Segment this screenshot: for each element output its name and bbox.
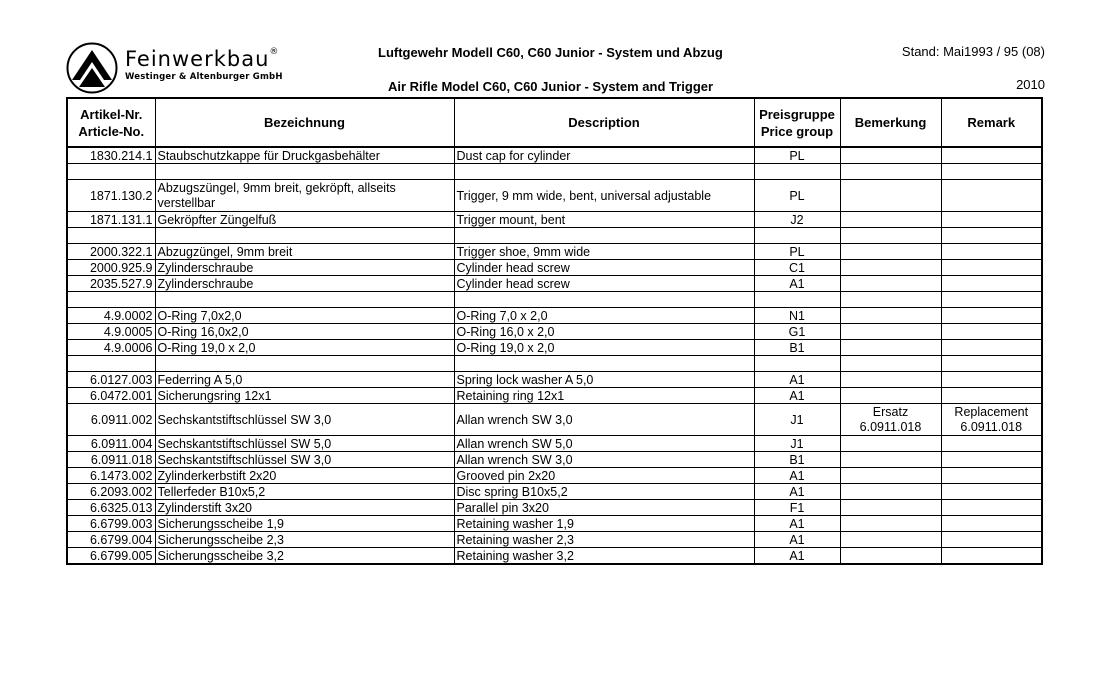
cell-remark <box>941 260 1042 276</box>
table-row <box>67 308 1042 324</box>
cell-price-group: A1 <box>754 276 840 292</box>
table-row <box>67 340 1042 356</box>
cell-article-no: 6.6799.003 <box>67 516 155 532</box>
cell-article-no: 4.9.0006 <box>67 340 155 356</box>
cell-bezeichnung: Sicherungsring 12x1 <box>155 388 454 404</box>
cell-bezeichnung <box>155 228 454 244</box>
cell-remark <box>941 228 1042 244</box>
cell-article-no <box>67 356 155 372</box>
cell-article-no: 4.9.0005 <box>67 324 155 340</box>
cell-bezeichnung: Sicherungsscheibe 2,3 <box>155 532 454 548</box>
cell-article-no: 1830.214.1 <box>67 147 155 164</box>
cell-description: O-Ring 16,0 x 2,0 <box>454 324 754 340</box>
cell-bemerkung <box>840 228 941 244</box>
cell-article-no: 6.0911.002 <box>67 404 155 436</box>
cell-price-group: A1 <box>754 468 840 484</box>
cell-bezeichnung: Gekröpfter Züngelfuß <box>155 212 454 228</box>
cell-price-group <box>754 164 840 180</box>
cell-bezeichnung: Staubschutzkappe für Druckgasbehälter <box>155 147 454 164</box>
cell-remark <box>941 164 1042 180</box>
table-row <box>67 436 1042 452</box>
cell-price-group: J2 <box>754 212 840 228</box>
cell-price-group: A1 <box>754 548 840 565</box>
document-year: 2010 <box>1016 77 1045 92</box>
cell-bezeichnung: O-Ring 16,0x2,0 <box>155 324 454 340</box>
col-price-group: Preisgruppe Price group <box>754 98 840 147</box>
cell-remark <box>941 244 1042 260</box>
cell-bezeichnung <box>155 164 454 180</box>
cell-description: Retaining washer 3,2 <box>454 548 754 565</box>
cell-bezeichnung <box>155 356 454 372</box>
cell-description: Dust cap for cylinder <box>454 147 754 164</box>
cell-bemerkung <box>840 308 941 324</box>
cell-bemerkung <box>840 276 941 292</box>
col-bemerkung: Bemerkung <box>840 98 941 147</box>
cell-bezeichnung: Abzugzüngel, 9mm breit <box>155 244 454 260</box>
cell-description: Retaining ring 12x1 <box>454 388 754 404</box>
cell-price-group: A1 <box>754 484 840 500</box>
cell-article-no: 2035.527.9 <box>67 276 155 292</box>
cell-bemerkung <box>840 436 941 452</box>
cell-article-no: 6.0911.018 <box>67 452 155 468</box>
table-row <box>67 516 1042 532</box>
cell-bezeichnung: Sechskantstiftschlüssel SW 3,0 <box>155 404 454 436</box>
cell-bemerkung <box>840 516 941 532</box>
table-row <box>67 276 1042 292</box>
cell-description: Allan wrench SW 5,0 <box>454 436 754 452</box>
table-header-row <box>67 98 1042 147</box>
cell-bezeichnung: Zylinderschraube <box>155 276 454 292</box>
cell-bezeichnung: Zylinderschraube <box>155 260 454 276</box>
cell-description: O-Ring 19,0 x 2,0 <box>454 340 754 356</box>
cell-price-group: J1 <box>754 404 840 436</box>
cell-remark <box>941 324 1042 340</box>
cell-bezeichnung: Sicherungsscheibe 1,9 <box>155 516 454 532</box>
cell-remark <box>941 436 1042 452</box>
cell-bemerkung <box>840 532 941 548</box>
cell-description <box>454 292 754 308</box>
cell-price-group <box>754 356 840 372</box>
cell-bemerkung <box>840 340 941 356</box>
table-row <box>67 147 1042 164</box>
cell-price-group: A1 <box>754 388 840 404</box>
cell-price-group: J1 <box>754 436 840 452</box>
cell-bemerkung <box>840 548 941 565</box>
cell-article-no <box>67 164 155 180</box>
cell-article-no: 6.6799.004 <box>67 532 155 548</box>
cell-article-no: 4.9.0002 <box>67 308 155 324</box>
col-description: Description <box>454 98 754 147</box>
cell-description: Retaining washer 2,3 <box>454 532 754 548</box>
title-english: Air Rifle Model C60, C60 Junior - System and Trigger <box>388 79 714 94</box>
cell-bemerkung <box>840 260 941 276</box>
cell-description: O-Ring 7,0 x 2,0 <box>454 308 754 324</box>
cell-bemerkung <box>840 180 941 212</box>
cell-remark <box>941 484 1042 500</box>
cell-bezeichnung: Zylinderkerbstift 2x20 <box>155 468 454 484</box>
cell-remark <box>941 372 1042 388</box>
cell-bemerkung <box>840 452 941 468</box>
table-row <box>67 180 1042 212</box>
cell-bezeichnung: O-Ring 19,0 x 2,0 <box>155 340 454 356</box>
cell-description: Allan wrench SW 3,0 <box>454 452 754 468</box>
col-article-no: Artikel-Nr. Article-No. <box>67 98 155 147</box>
cell-price-group: B1 <box>754 452 840 468</box>
cell-remark <box>941 147 1042 164</box>
cell-article-no: 6.0911.004 <box>67 436 155 452</box>
cell-article-no <box>67 228 155 244</box>
cell-description: Disc spring B10x5,2 <box>454 484 754 500</box>
cell-price-group: PL <box>754 244 840 260</box>
cell-price-group: A1 <box>754 532 840 548</box>
table-body <box>67 147 1042 564</box>
table-row <box>67 388 1042 404</box>
table-row <box>67 212 1042 228</box>
brand-name: Feinwerkbau® <box>125 47 280 71</box>
cell-description <box>454 356 754 372</box>
cell-remark <box>941 468 1042 484</box>
cell-bemerkung <box>840 388 941 404</box>
cell-article-no: 6.2093.002 <box>67 484 155 500</box>
cell-remark <box>941 532 1042 548</box>
cell-description <box>454 164 754 180</box>
cell-price-group: A1 <box>754 372 840 388</box>
cell-price-group: F1 <box>754 500 840 516</box>
cell-article-no: 6.6325.013 <box>67 500 155 516</box>
cell-description: Retaining washer 1,9 <box>454 516 754 532</box>
cell-bemerkung <box>840 212 941 228</box>
cell-description: Trigger shoe, 9mm wide <box>454 244 754 260</box>
cell-remark: Replacement 6.0911.018 <box>941 404 1042 436</box>
table-row <box>67 228 1042 244</box>
brand-logo <box>66 42 326 94</box>
col-bezeichnung: Bezeichnung <box>155 98 454 147</box>
cell-bemerkung <box>840 164 941 180</box>
cell-bemerkung <box>840 324 941 340</box>
cell-bemerkung <box>840 147 941 164</box>
table-row <box>67 372 1042 388</box>
cell-remark <box>941 356 1042 372</box>
cell-price-group: B1 <box>754 340 840 356</box>
cell-price-group: N1 <box>754 308 840 324</box>
cell-bezeichnung: Sicherungsscheibe 3,2 <box>155 548 454 565</box>
table-row <box>67 548 1042 565</box>
cell-bezeichnung: Abzugszüngel, 9mm breit, gekröpft, allseits verstellbar <box>155 180 454 212</box>
cell-description: Trigger, 9 mm wide, bent, universal adjustable <box>454 180 754 212</box>
table-row <box>67 500 1042 516</box>
cell-price-group: G1 <box>754 324 840 340</box>
cell-price-group: PL <box>754 147 840 164</box>
table-row <box>67 532 1042 548</box>
cell-article-no: 6.6799.005 <box>67 548 155 565</box>
table-row <box>67 356 1042 372</box>
col-remark: Remark <box>941 98 1042 147</box>
cell-bemerkung <box>840 244 941 260</box>
document-status: Stand: Mai1993 / 95 (08) <box>901 44 1045 59</box>
table-row <box>67 452 1042 468</box>
cell-article-no: 1871.130.2 <box>67 180 155 212</box>
cell-article-no <box>67 292 155 308</box>
table-row <box>67 468 1042 484</box>
cell-bemerkung <box>840 292 941 308</box>
table-row <box>67 244 1042 260</box>
cell-remark <box>941 452 1042 468</box>
table-row <box>67 260 1042 276</box>
cell-remark <box>941 340 1042 356</box>
cell-article-no: 6.0472.001 <box>67 388 155 404</box>
cell-description: Allan wrench SW 3,0 <box>454 404 754 436</box>
cell-price-group: C1 <box>754 260 840 276</box>
cell-description: Trigger mount, bent <box>454 212 754 228</box>
cell-remark <box>941 548 1042 565</box>
cell-description: Parallel pin 3x20 <box>454 500 754 516</box>
cell-price-group: A1 <box>754 516 840 532</box>
cell-description: Spring lock washer A 5,0 <box>454 372 754 388</box>
cell-bezeichnung: Tellerfeder B10x5,2 <box>155 484 454 500</box>
cell-remark <box>941 292 1042 308</box>
table-row <box>67 292 1042 308</box>
cell-remark <box>941 276 1042 292</box>
cell-bezeichnung: Zylinderstift 3x20 <box>155 500 454 516</box>
cell-bemerkung: Ersatz 6.0911.018 <box>840 404 941 436</box>
brand-subtitle: Westinger & Altenburger GmbH <box>125 72 283 82</box>
cell-bemerkung <box>840 500 941 516</box>
cell-bemerkung <box>840 468 941 484</box>
cell-article-no: 2000.925.9 <box>67 260 155 276</box>
cell-price-group <box>754 228 840 244</box>
cell-article-no: 2000.322.1 <box>67 244 155 260</box>
cell-description: Grooved pin 2x20 <box>454 468 754 484</box>
cell-remark <box>941 180 1042 212</box>
cell-bemerkung <box>840 484 941 500</box>
cell-description: Cylinder head screw <box>454 260 754 276</box>
parts-table <box>66 97 1043 565</box>
cell-bezeichnung: O-Ring 7,0x2,0 <box>155 308 454 324</box>
cell-bezeichnung: Sechskantstiftschlüssel SW 3,0 <box>155 452 454 468</box>
title-german: Luftgewehr Modell C60, C60 Junior - System und Abzug <box>378 45 723 60</box>
cell-price-group <box>754 292 840 308</box>
cell-remark <box>941 388 1042 404</box>
table-row <box>67 404 1042 436</box>
cell-article-no: 6.1473.002 <box>67 468 155 484</box>
table-row <box>67 164 1042 180</box>
cell-remark <box>941 308 1042 324</box>
cell-bezeichnung <box>155 292 454 308</box>
table-row <box>67 324 1042 340</box>
cell-remark <box>941 516 1042 532</box>
cell-bemerkung <box>840 356 941 372</box>
cell-article-no: 1871.131.1 <box>67 212 155 228</box>
cell-bemerkung <box>840 372 941 388</box>
feinwerkbau-logo-icon <box>66 42 118 94</box>
cell-description <box>454 228 754 244</box>
table-row <box>67 484 1042 500</box>
cell-remark <box>941 500 1042 516</box>
cell-bezeichnung: Federring A 5,0 <box>155 372 454 388</box>
cell-bezeichnung: Sechskantstiftschlüssel SW 5,0 <box>155 436 454 452</box>
cell-description: Cylinder head screw <box>454 276 754 292</box>
cell-remark <box>941 212 1042 228</box>
cell-price-group: PL <box>754 180 840 212</box>
cell-article-no: 6.0127.003 <box>67 372 155 388</box>
